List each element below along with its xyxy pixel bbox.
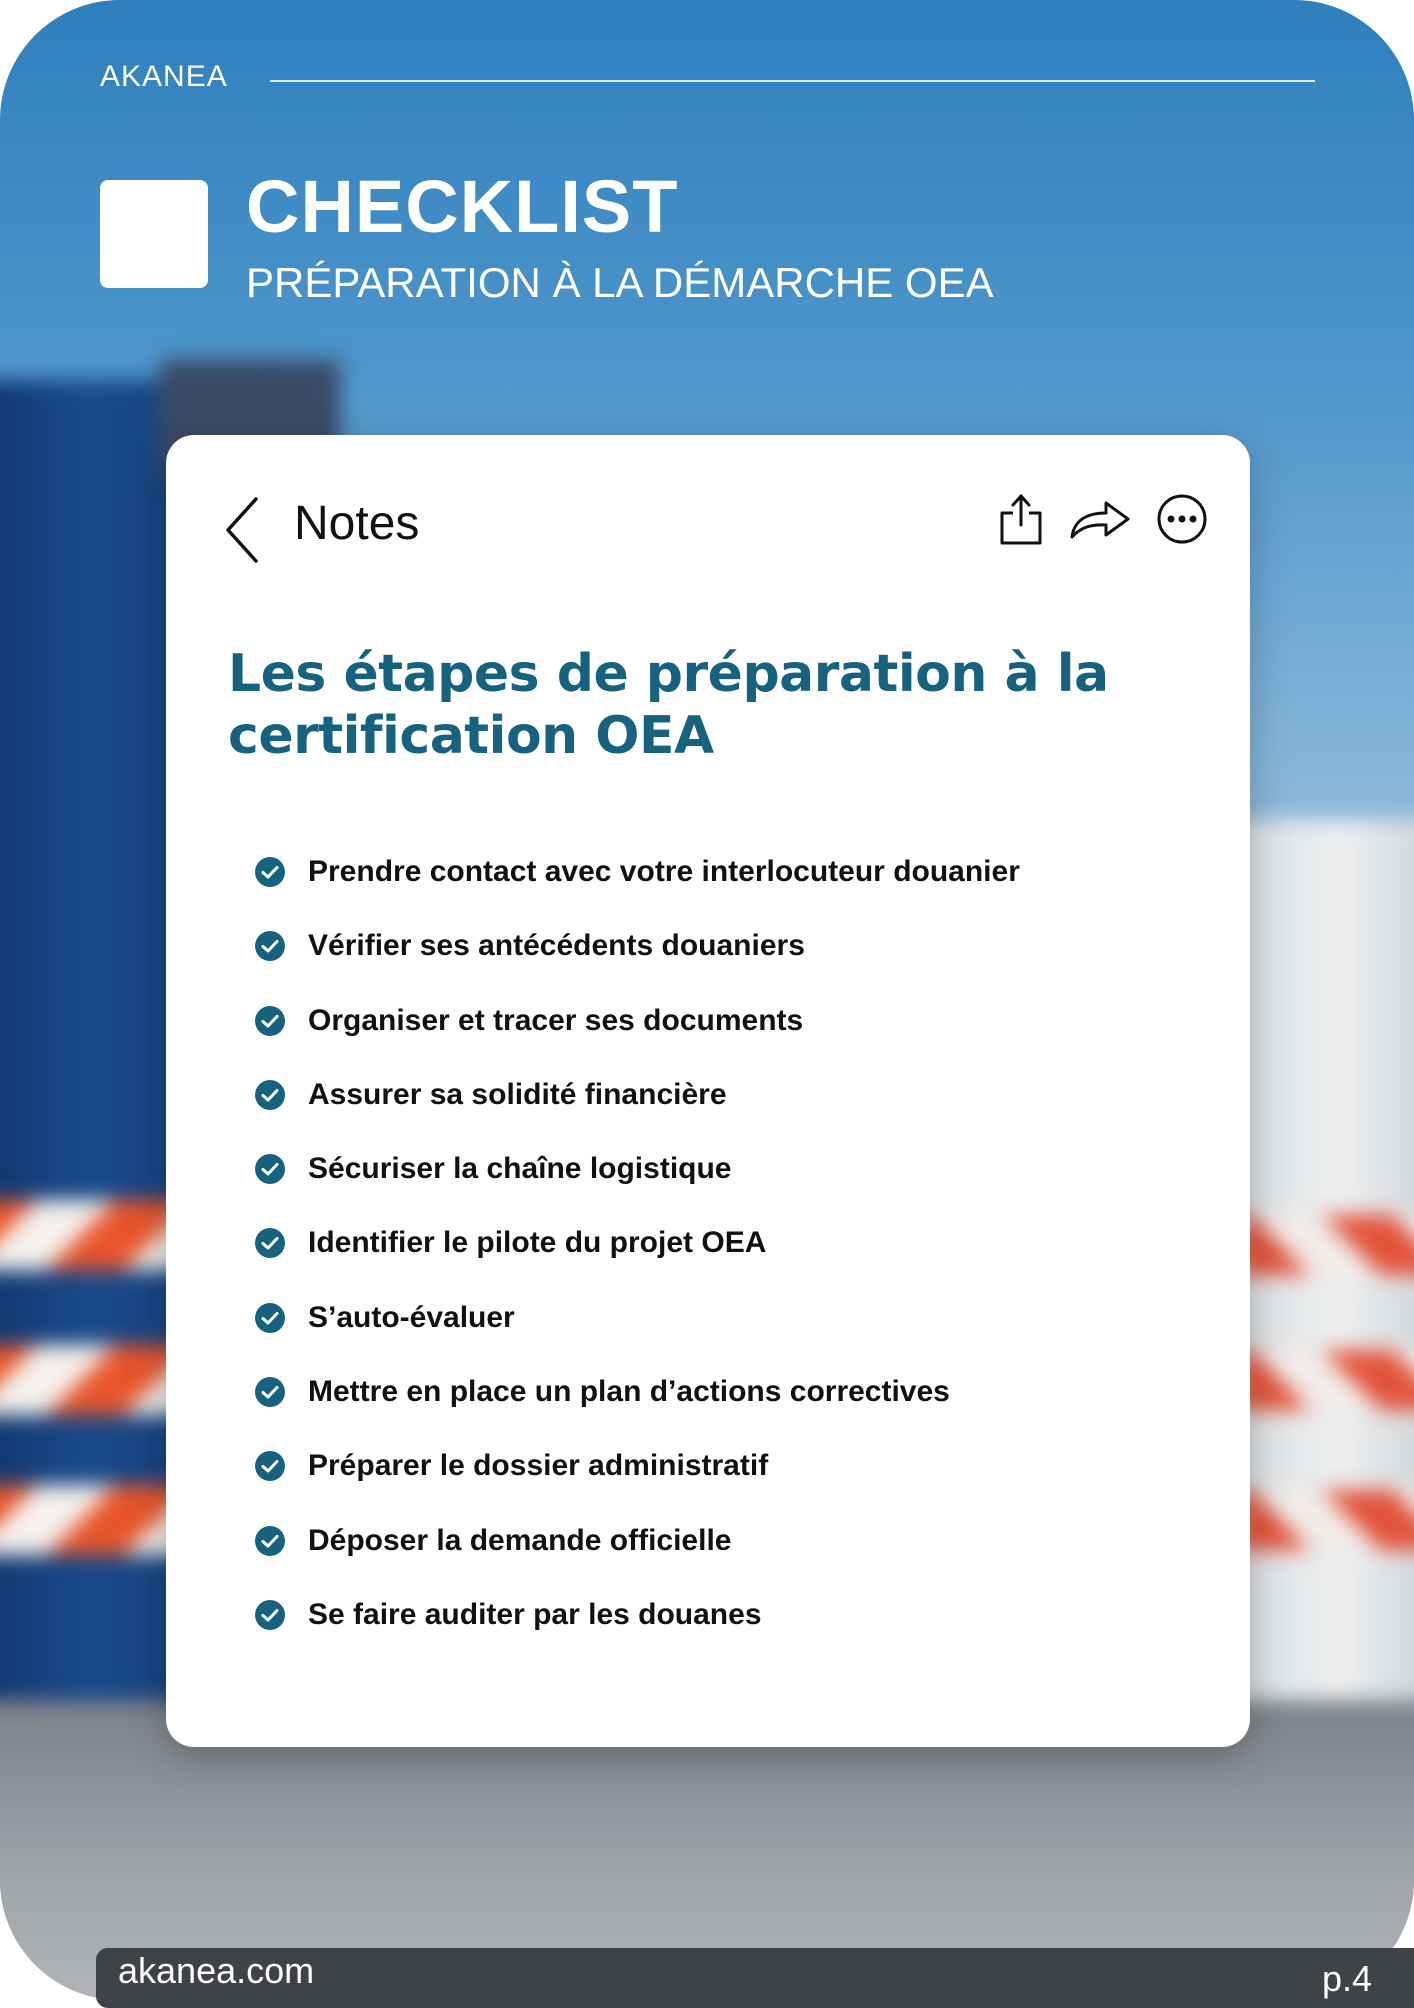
header-divider — [270, 80, 1315, 82]
footer-url[interactable]: akanea.com — [118, 1950, 315, 1991]
note-heading-line: Les étapes de préparation à la — [228, 644, 1109, 704]
notes-panel — [166, 435, 1250, 1747]
checklist-item-text: Prendre contact avec votre interlocuteur douanier — [308, 855, 1020, 888]
checklist-item-text: Identifier le pilote du projet OEA — [308, 1226, 767, 1260]
more-options-icon[interactable] — [1156, 493, 1208, 545]
checklist-item — [254, 1521, 1020, 1595]
checklist — [254, 852, 1020, 1669]
checklist-item-text: Assurer sa solidité financière — [308, 1077, 727, 1111]
checklist-item — [254, 1298, 1020, 1372]
page-title: CHECKLIST — [246, 165, 679, 248]
barrier-stripe — [1240, 1215, 1414, 1275]
checklist-item-text: Vérifier ses antécédents douaniers — [308, 929, 805, 963]
check-circle-icon — [254, 1450, 286, 1482]
checklist-item — [254, 1223, 1020, 1297]
check-circle-icon — [254, 1227, 286, 1259]
checklist-item — [254, 1372, 1020, 1446]
check-circle-icon — [254, 856, 286, 888]
checklist-item-text: Organiser et tracer ses documents — [308, 1003, 804, 1037]
check-circle-icon — [254, 1005, 286, 1037]
logo-square — [100, 180, 208, 288]
checklist-item-text: Préparer le dossier administratif — [308, 1449, 769, 1483]
check-circle-icon — [254, 1079, 286, 1111]
check-circle-icon — [254, 1153, 286, 1185]
checklist-item-text: S’auto-évaluer — [308, 1300, 515, 1334]
forward-icon[interactable] — [1068, 497, 1132, 543]
checklist-item — [254, 1001, 1020, 1075]
check-circle-icon — [254, 1302, 286, 1334]
check-circle-icon — [254, 930, 286, 962]
brand-name: AKANEA — [100, 60, 228, 93]
back-chevron-icon[interactable] — [222, 495, 262, 565]
barrier-stripe — [1240, 1490, 1414, 1550]
check-circle-icon — [254, 1525, 286, 1557]
page-number: p.4 — [1322, 1958, 1373, 1999]
share-icon[interactable] — [998, 491, 1044, 547]
check-circle-icon — [254, 1599, 286, 1631]
notes-app-title: Notes — [294, 497, 420, 550]
page-subtitle: PRÉPARATION À LA DÉMARCHE OEA — [246, 259, 994, 306]
checklist-item-text: Déposer la demande officielle — [308, 1523, 732, 1557]
checklist-item-text: Se faire auditer par les douanes — [308, 1597, 762, 1631]
checklist-item — [254, 1446, 1020, 1520]
checklist-item — [254, 1149, 1020, 1223]
note-heading-line: certification OEA — [228, 706, 714, 766]
checklist-item — [254, 1595, 1020, 1669]
checklist-item-text: Sécuriser la chaîne logistique — [308, 1152, 732, 1186]
check-circle-icon — [254, 1376, 286, 1408]
note-heading — [228, 643, 1128, 767]
background-container-right — [1230, 820, 1414, 1820]
barrier-stripe — [1240, 1350, 1414, 1410]
checklist-item-text: Mettre en place un plan d’actions correctives — [308, 1375, 950, 1409]
checklist-item — [254, 1075, 1020, 1149]
checklist-item — [254, 852, 1020, 926]
checklist-item — [254, 926, 1020, 1000]
